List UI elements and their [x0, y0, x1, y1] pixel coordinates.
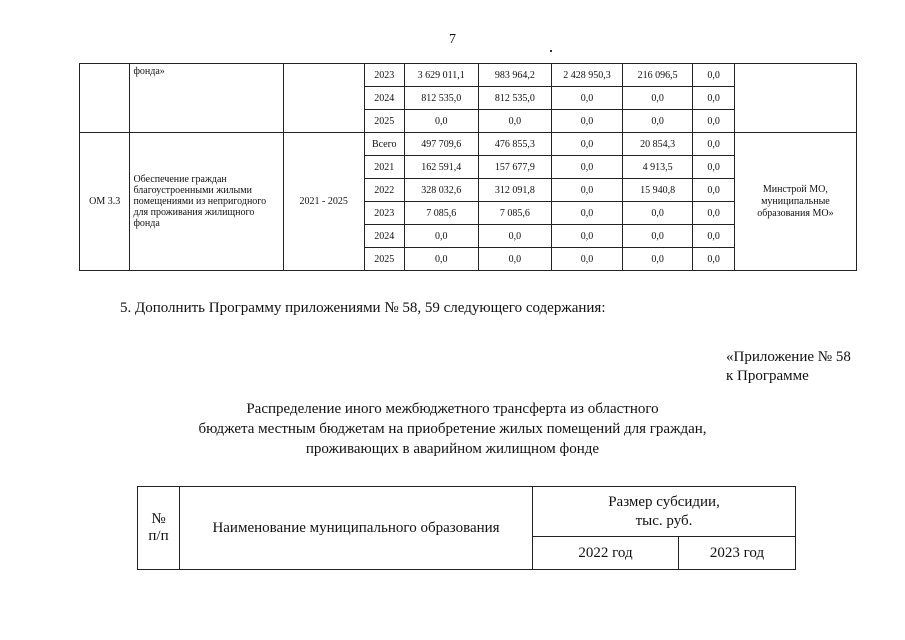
year-cell: 2024 [364, 225, 404, 248]
executor-cell [734, 64, 856, 133]
federal-cell: 812 535,0 [478, 87, 552, 110]
executor-cell: Минстрой МО, муниципальные образования МО» [734, 133, 856, 271]
regional-cell: 0,0 [552, 110, 623, 133]
federal-cell: 157 677,9 [478, 156, 552, 179]
extra-cell: 0,0 [693, 87, 734, 110]
extra-cell: 0,0 [693, 64, 734, 87]
table-row [80, 64, 857, 87]
code-cell: ОМ 3.3 [80, 133, 130, 271]
col-header-number: № п/п [138, 487, 180, 570]
year-cell: 2023 [364, 64, 404, 87]
regional-cell: 0,0 [552, 179, 623, 202]
document-title [0, 399, 905, 459]
total-cell: 7 085,6 [404, 202, 478, 225]
col-header-subsidy: Размер субсидии, тыс. руб. [533, 487, 796, 537]
total-cell: 812 535,0 [404, 87, 478, 110]
total-cell: 162 591,4 [404, 156, 478, 179]
year-cell: 2025 [364, 110, 404, 133]
local-cell: 0,0 [622, 202, 693, 225]
title-line-3: проживающих в аварийном жилищном фонде [305, 441, 600, 457]
name-cell: Обеспечение граждан благоустроенными жилыми помещениями из непригодного для проживания жилищного фонда [130, 133, 283, 271]
regional-cell: 2 428 950,3 [552, 64, 623, 87]
program-table [79, 63, 857, 271]
name-cell: фонда» [130, 64, 283, 133]
total-cell: 0,0 [404, 225, 478, 248]
local-cell: 0,0 [622, 248, 693, 271]
total-cell: 328 032,6 [404, 179, 478, 202]
period-cell [283, 64, 364, 133]
local-cell: 0,0 [622, 87, 693, 110]
total-cell: 497 709,6 [404, 133, 478, 156]
extra-cell: 0,0 [693, 110, 734, 133]
federal-cell: 476 855,3 [478, 133, 552, 156]
local-cell: 0,0 [622, 110, 693, 133]
extra-cell: 0,0 [693, 202, 734, 225]
regional-cell: 0,0 [552, 202, 623, 225]
title-line-1: Распределение иного межбюджетного трансферта из областного [246, 401, 659, 417]
regional-cell: 0,0 [552, 156, 623, 179]
federal-cell: 0,0 [478, 248, 552, 271]
table-row [80, 133, 857, 156]
year-cell: 2023 [364, 202, 404, 225]
appendix-line-2: к Программе [726, 368, 809, 384]
col-header-municipality: Наименование муниципального образования [180, 487, 533, 570]
local-cell: 4 913,5 [622, 156, 693, 179]
appendix-header [726, 348, 851, 386]
title-line-2: бюджета местным бюджетам на приобретение жилых помещений для граждан, [198, 421, 707, 437]
federal-cell: 7 085,6 [478, 202, 552, 225]
total-cell: 3 629 011,1 [404, 64, 478, 87]
extra-cell: 0,0 [693, 225, 734, 248]
year-cell: 2021 [364, 156, 404, 179]
federal-cell: 0,0 [478, 110, 552, 133]
extra-cell: 0,0 [693, 179, 734, 202]
col-header-year-2022: 2022 год [533, 537, 679, 570]
page-number: 7 [449, 32, 456, 47]
appendix-line-1: «Приложение № 58 [726, 349, 851, 365]
regional-cell: 0,0 [552, 248, 623, 271]
local-cell: 15 940,8 [622, 179, 693, 202]
scan-dot [550, 50, 552, 52]
extra-cell: 0,0 [693, 156, 734, 179]
col-header-year-2023: 2023 год [679, 537, 796, 570]
local-cell: 216 096,5 [622, 64, 693, 87]
extra-cell: 0,0 [693, 248, 734, 271]
year-cell: 2022 [364, 179, 404, 202]
code-cell [80, 64, 130, 133]
regional-cell: 0,0 [552, 225, 623, 248]
paragraph-5: 5. Дополнить Программу приложениями № 58, 59 следующего содержания: [120, 300, 606, 316]
subsidy-table [137, 486, 796, 570]
federal-cell: 983 964,2 [478, 64, 552, 87]
total-cell: 0,0 [404, 248, 478, 271]
extra-cell: 0,0 [693, 133, 734, 156]
local-cell: 20 854,3 [622, 133, 693, 156]
year-cell: 2025 [364, 248, 404, 271]
federal-cell: 312 091,8 [478, 179, 552, 202]
year-cell: 2024 [364, 87, 404, 110]
local-cell: 0,0 [622, 225, 693, 248]
total-cell: 0,0 [404, 110, 478, 133]
period-cell: 2021 - 2025 [283, 133, 364, 271]
year-cell: Всего [364, 133, 404, 156]
regional-cell: 0,0 [552, 87, 623, 110]
regional-cell: 0,0 [552, 133, 623, 156]
federal-cell: 0,0 [478, 225, 552, 248]
